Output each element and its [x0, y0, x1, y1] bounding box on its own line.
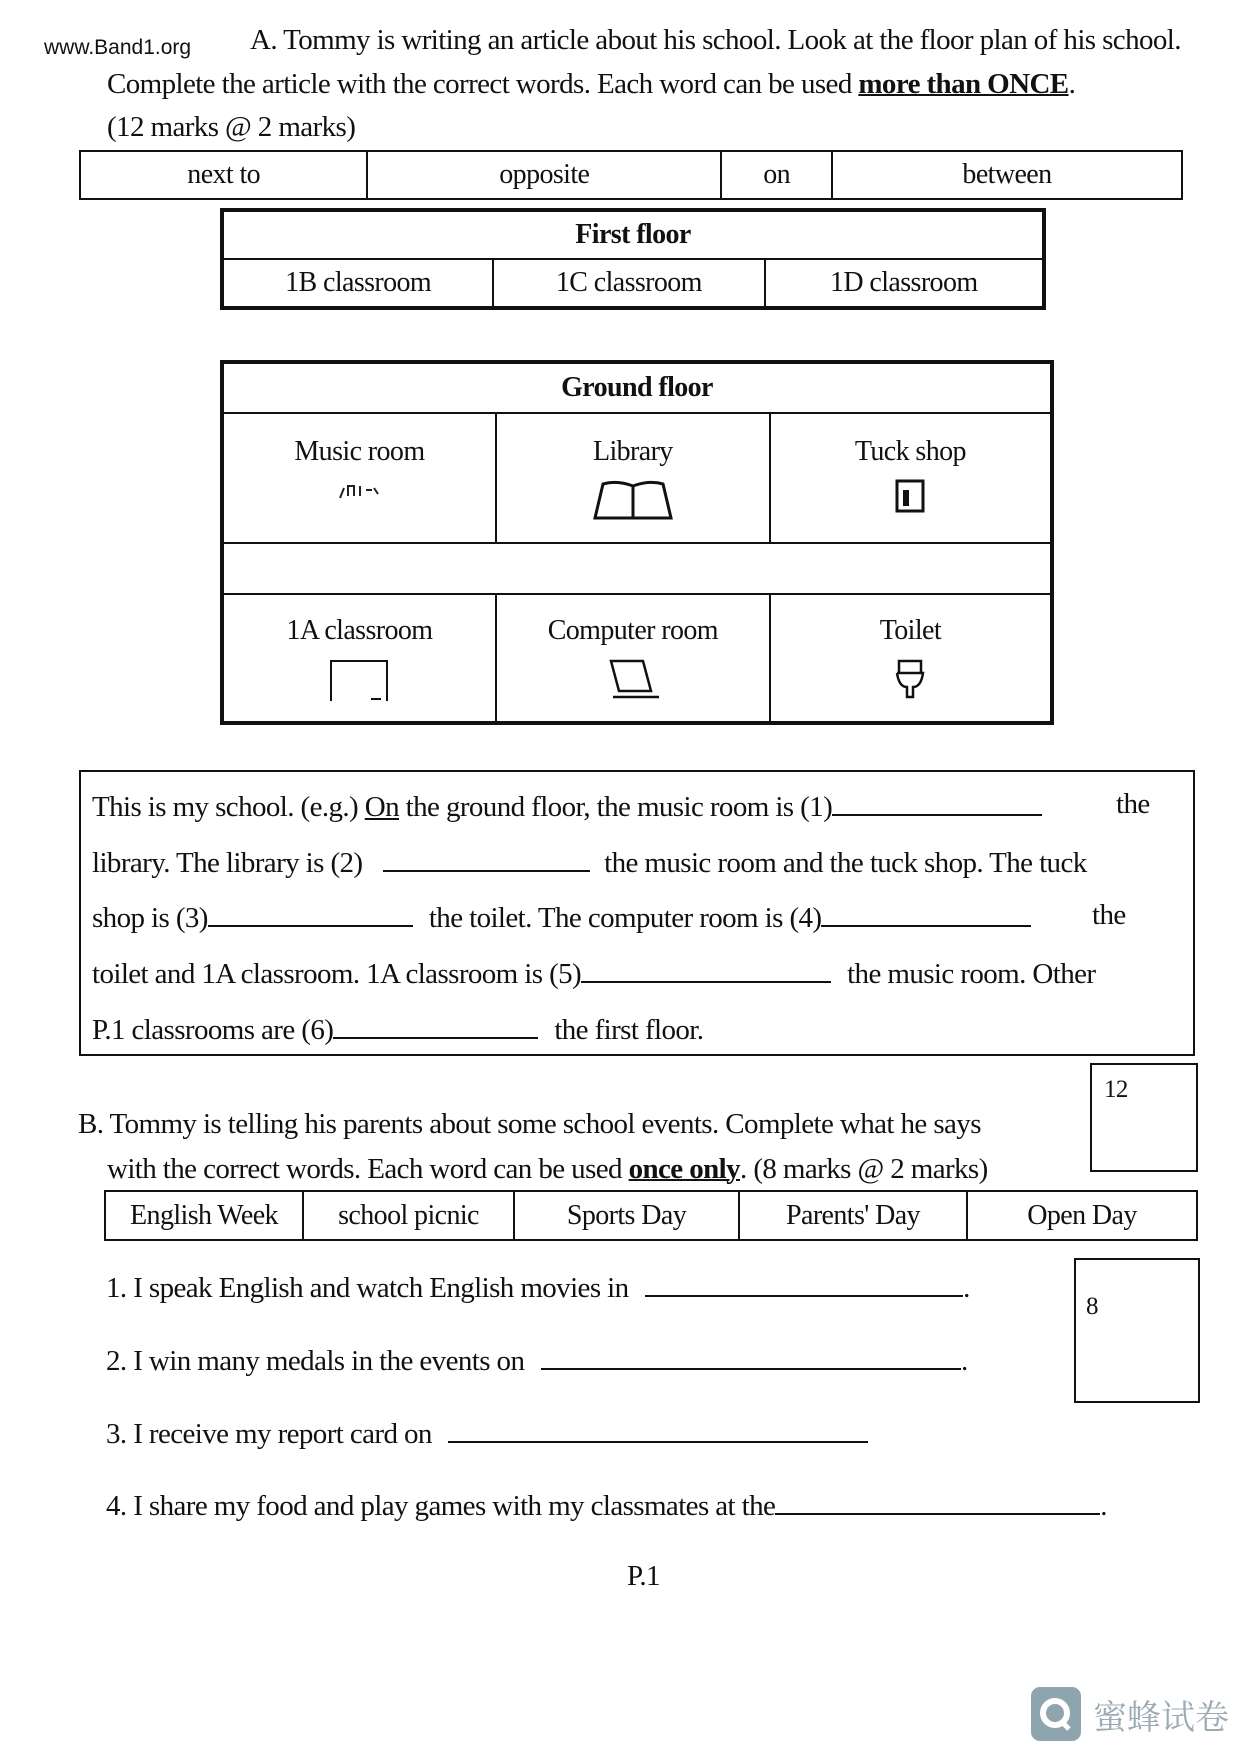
question-text: 3. I receive my report card on	[106, 1418, 432, 1450]
section-b-instruction-1: B. Tommy is telling his parents about some school events. Complete what he says	[78, 1108, 981, 1140]
answer-blank-2[interactable]	[383, 848, 590, 872]
section-a-instruction-1: A. Tommy is writing an article about his school. Look at the floor plan of his school.	[250, 24, 1181, 56]
text: the music room. Other	[847, 958, 1096, 990]
answer-blank-b3[interactable]	[448, 1419, 868, 1443]
room-label: Library	[592, 436, 673, 467]
text: the music room and the tuck shop. The tuck	[604, 847, 1087, 879]
laptop-icon	[603, 657, 663, 701]
answer-blank-b2[interactable]	[541, 1346, 961, 1370]
answer-blank-6[interactable]	[333, 1015, 538, 1039]
word-option: school picnic	[303, 1191, 514, 1240]
score-total: 12	[1104, 1076, 1128, 1103]
logo-text: 蜜蜂试卷	[1093, 1697, 1229, 1738]
text: library. The library is (2)	[92, 847, 363, 879]
text: the	[1092, 899, 1126, 931]
answer-blank-b1[interactable]	[645, 1273, 963, 1297]
emphasis: more than ONCE	[858, 68, 1069, 100]
text: . (8 marks @ 2 marks)	[740, 1153, 988, 1185]
answer-blank-3[interactable]	[208, 903, 413, 927]
word-option: Open Day	[967, 1191, 1197, 1240]
question-text: 1. I speak English and watch English movies in	[106, 1272, 629, 1304]
text: .	[1068, 68, 1076, 100]
book-icon	[591, 478, 675, 524]
article-line-1	[92, 792, 1042, 822]
text: P.1 classrooms are (6)	[92, 1014, 334, 1046]
question-text: 4. I share my food and play games with my classmates at the	[106, 1490, 776, 1522]
first-floor-title: First floor	[222, 210, 1044, 259]
first-floor-plan	[220, 208, 1046, 310]
tuck-shop	[770, 413, 1052, 543]
word-option: opposite	[367, 151, 721, 199]
word-bank-b	[104, 1190, 1198, 1241]
word-bank-a	[79, 150, 1183, 200]
question-3	[106, 1419, 868, 1449]
answer-blank-1[interactable]	[832, 792, 1042, 816]
score-box-b	[1074, 1258, 1200, 1403]
text: This is my school. (e.g.)	[92, 791, 365, 823]
corridor	[222, 543, 1052, 594]
room-1c: 1C classroom	[493, 259, 764, 308]
article-line-4	[92, 959, 1095, 989]
shop-icon	[894, 478, 926, 514]
example-answer: On	[364, 791, 400, 823]
ground-floor-title: Ground floor	[222, 362, 1052, 413]
article-line-5	[92, 1015, 703, 1045]
question-4: 4. I share my food and play games with my classmates at the .	[106, 1490, 1107, 1522]
question-2: 2. I win many medals in the events on .	[106, 1345, 968, 1377]
section-a-instruction-2	[107, 70, 1075, 99]
word-option: Sports Day	[514, 1191, 739, 1240]
room-label: 1A classroom	[286, 615, 433, 646]
score-box-a	[1090, 1063, 1198, 1172]
room-1d: 1D classroom	[765, 259, 1045, 308]
article-line-2	[92, 848, 1087, 878]
text: with the correct words. Each word can be used	[107, 1153, 629, 1185]
answer-blank-5[interactable]	[581, 959, 831, 983]
text: toilet and 1A classroom. 1A classroom is (5)	[92, 958, 582, 990]
text: Complete the article with the correct words. Each word can be used	[107, 68, 859, 100]
word-option: on	[721, 151, 832, 199]
question-1: 1. I speak English and watch English movies in .	[106, 1272, 970, 1304]
word-option: between	[832, 151, 1182, 199]
logo	[1031, 1687, 1229, 1741]
text: the	[1116, 788, 1150, 820]
room-label: Computer room	[547, 615, 718, 646]
section-b-instruction-2	[107, 1155, 988, 1184]
computer-room	[496, 594, 770, 723]
article-line-3	[92, 903, 1031, 933]
watermark: www.Band1.org	[40, 34, 195, 62]
room-1b: 1B classroom	[222, 259, 493, 308]
room-label: Music room	[294, 436, 425, 467]
text: shop is (3)	[92, 902, 208, 934]
text: the toilet. The computer room is (4)	[428, 902, 822, 934]
music-notes-icon	[334, 478, 384, 502]
answer-blank-4[interactable]	[821, 903, 1031, 927]
music-room	[222, 413, 496, 543]
logo-q-icon	[1031, 1687, 1081, 1741]
word-option: next to	[80, 151, 367, 199]
classroom-1a	[222, 594, 496, 723]
question-text: 2. I win many medals in the events on	[106, 1345, 525, 1377]
emphasis: once only	[628, 1153, 741, 1185]
word-option: Parents' Day	[739, 1191, 967, 1240]
room-label: Toilet	[879, 615, 942, 646]
toilet	[770, 594, 1052, 723]
word-option: English Week	[105, 1191, 303, 1240]
score-total: 8	[1086, 1293, 1098, 1320]
article-box	[79, 770, 1195, 1056]
room-label: Tuck shop	[854, 436, 966, 467]
classroom-icon	[327, 657, 391, 703]
section-a-marks: (12 marks @ 2 marks)	[107, 111, 356, 143]
answer-blank-b4[interactable]	[775, 1491, 1100, 1515]
toilet-icon	[893, 657, 927, 701]
page-number: P.1	[627, 1560, 660, 1592]
ground-floor-plan	[220, 360, 1054, 725]
text: the ground floor, the music room is (1)	[399, 791, 833, 823]
text: the first floor.	[554, 1014, 704, 1046]
library	[496, 413, 770, 543]
